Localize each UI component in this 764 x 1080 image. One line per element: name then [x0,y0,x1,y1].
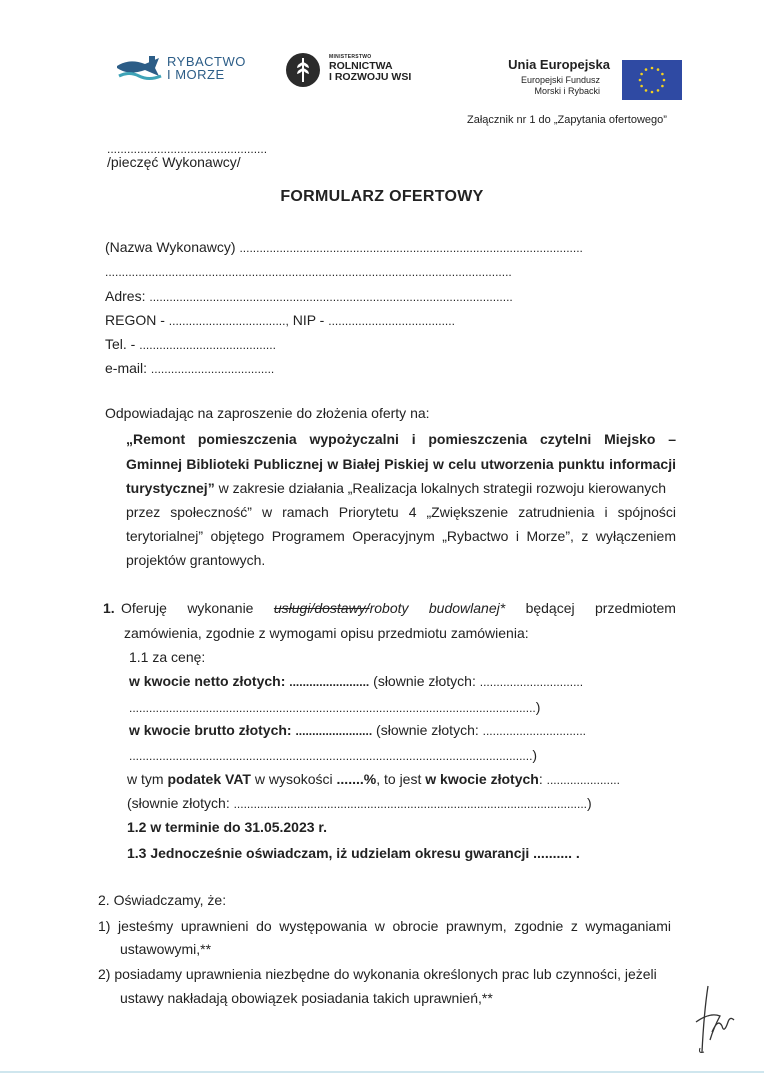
vat-row [127,770,620,789]
section2-item1-line2: ustawowymi,** [120,941,212,957]
net-continue-row [129,698,540,717]
regon-label: REGON - [105,312,165,328]
fish-boat-icon [115,54,165,82]
gross-row [129,721,586,740]
contractor-name-line2-dots: .......................................................................................................................... [105,265,512,279]
section1-line2: zamówienia, zgodnie z wymogami opisu przedmiotu zamówienia: [124,625,529,641]
section1-line1 [121,599,676,617]
contractor-name-dots: ....................................................................................................... [239,241,583,255]
intro-line2: Gminnej Biblioteki Publicznej w Białej Piskiej w celu utworzenia punktu informacji [126,456,676,472]
annex-note: Załącznik nr 1 do „Zapytania ofertowego” [467,114,667,126]
gross-close-paren: ) [532,747,538,763]
logo-eu [490,57,685,102]
p12-deadline: 1.2 w terminie do 31.05.2023 r. [127,819,327,835]
perform-word: wykonanie [187,600,254,616]
section2-heading: 2. Oświadczamy, że: [98,892,227,908]
p13-warranty: 1.3 Jednocześnie oświadczam, iż udzielam okresu gwarancji .......... . [127,845,580,861]
contractor-name-label: (Nazwa Wykonawcy) [105,239,236,255]
net-words-dots: ............................... [479,675,584,689]
vat-mid2: , to jest [376,771,426,787]
address-row [105,287,513,306]
being-word: będącej [525,600,575,616]
vat-bold: podatek VAT [167,771,251,787]
vat-mid: w wysokości [250,771,337,787]
intro-line3 [126,479,676,497]
tel-label: Tel. - [105,336,136,352]
vat-colon: : [538,771,543,787]
email-dots: ..................................... [150,362,275,376]
section1-number: 1. [103,600,115,616]
vat-close-paren: ) [587,795,592,811]
eu-title: Unia Europejska [508,57,610,72]
logo-ministry-small: MINISTERSTWO [329,54,372,60]
stamp-label: /pieczęć Wykonawcy/ [107,154,241,170]
email-row [105,359,274,378]
logo-rybactwo-i-morze [115,52,245,82]
wheat-emblem-icon [285,52,321,88]
logo-ministry [285,50,425,90]
intro-line6: projektów grantowych. [126,552,266,568]
contractor-name-row [105,238,583,257]
vat-words-dots: .......................................................................................................... [233,797,587,811]
eu-subtitle-line1: Europejski Fundusz [520,75,600,85]
section2-item2-line1: 2) posiadamy uprawnienia niezbędne do wykonania określonych prac lub czynności, jeżeli [98,966,657,982]
gross-words-dots: ............................... [482,724,586,738]
gross-continue-dots: ......................................................................................................................... [129,749,533,763]
construction-word: budowlanej* [428,600,506,616]
email-label: e-mail: [105,360,148,376]
bottom-rule [0,1071,764,1073]
section2-item1-line1: 1) jesteśmy uprawnieni do występowania w obrocie prawnym, zgodnie z wymaganiami [98,918,671,934]
vat-amount-label: w kwocie złotych [425,771,539,787]
section2-item2-line2: ustawy nakładają obowiązek posiadania takich uprawnień,** [120,990,493,1006]
address-dots: ............................................................................................................. [149,290,513,304]
struck-options: usługi/dostawy/ [273,600,370,616]
logo-rybactwo-line1: RYBACTWO [167,54,246,69]
net-words-label: (słownie złotych: [373,673,476,689]
net-row [129,672,583,691]
regon-dots: ..................................., [168,314,289,328]
handwritten-initials [690,982,740,1057]
gross-continue-row [129,746,537,765]
gross-words-label: (słownie złotych: [376,722,479,738]
tel-row [105,335,276,354]
intro-line5: terytorialnej” objętego Programem Operacyjnym „Rybactwo i Morze”, z wyłączeniem [126,528,676,544]
intro-line4: przez społeczność” w ramach Priorytetu 4 „Zwiększenie zatrudnienia i spójności [126,504,676,520]
offer-word: Oferuję [121,600,167,616]
net-label: w kwocie netto złotych: [129,673,286,689]
vat-prefix: w tym [127,771,168,787]
vat-percent: .......% [336,771,377,787]
tel-dots: ......................................... [139,338,276,352]
eu-flag-icon [622,60,682,100]
logo-rybactwo-line2: I MORZE [167,67,225,82]
nip-dots: ...................................... [328,314,455,328]
intro-line1: „Remont pomieszczenia wypożyczalni i pomieszczenia czytelni Miejsko – [126,431,676,447]
gross-dots: ....................... [295,724,373,738]
intro-line3-rest: w zakresie działania „Realizacja lokalnych strategii rozwoju kierowanych [214,480,667,496]
vat-words-row [127,794,592,813]
intro-line3-bold: turystycznej” [126,480,215,496]
subject-word: przedmiotem [595,600,676,616]
nip-label: NIP - [292,312,325,328]
gross-label: w kwocie brutto złotych: [129,722,292,738]
logo-ministry-line2: I ROZWOJU WSI [329,71,412,83]
works-word: roboty [369,600,409,616]
address-label: Adres: [105,288,146,304]
p11-label: 1.1 za cenę: [129,649,206,665]
net-close-paren: ) [535,699,541,715]
net-continue-dots: .......................................................................................................................... [129,701,536,715]
net-dots: ........................ [289,675,370,689]
intro-lead: Odpowiadając na zaproszenie do złożenia oferty na: [105,405,430,421]
logo-ministry-line1: ROLNICTWA [329,60,393,72]
scope-options [274,599,409,617]
page-title: FORMULARZ OFERTOWY [280,188,484,205]
stamp-dots: ................................................ [107,142,268,156]
vat-dots: ...................... [546,773,620,787]
vat-words-label: (słownie złotych: [127,795,230,811]
eu-subtitle-line2: Morski i Rybacki [534,86,600,96]
regon-nip-row [105,311,455,330]
